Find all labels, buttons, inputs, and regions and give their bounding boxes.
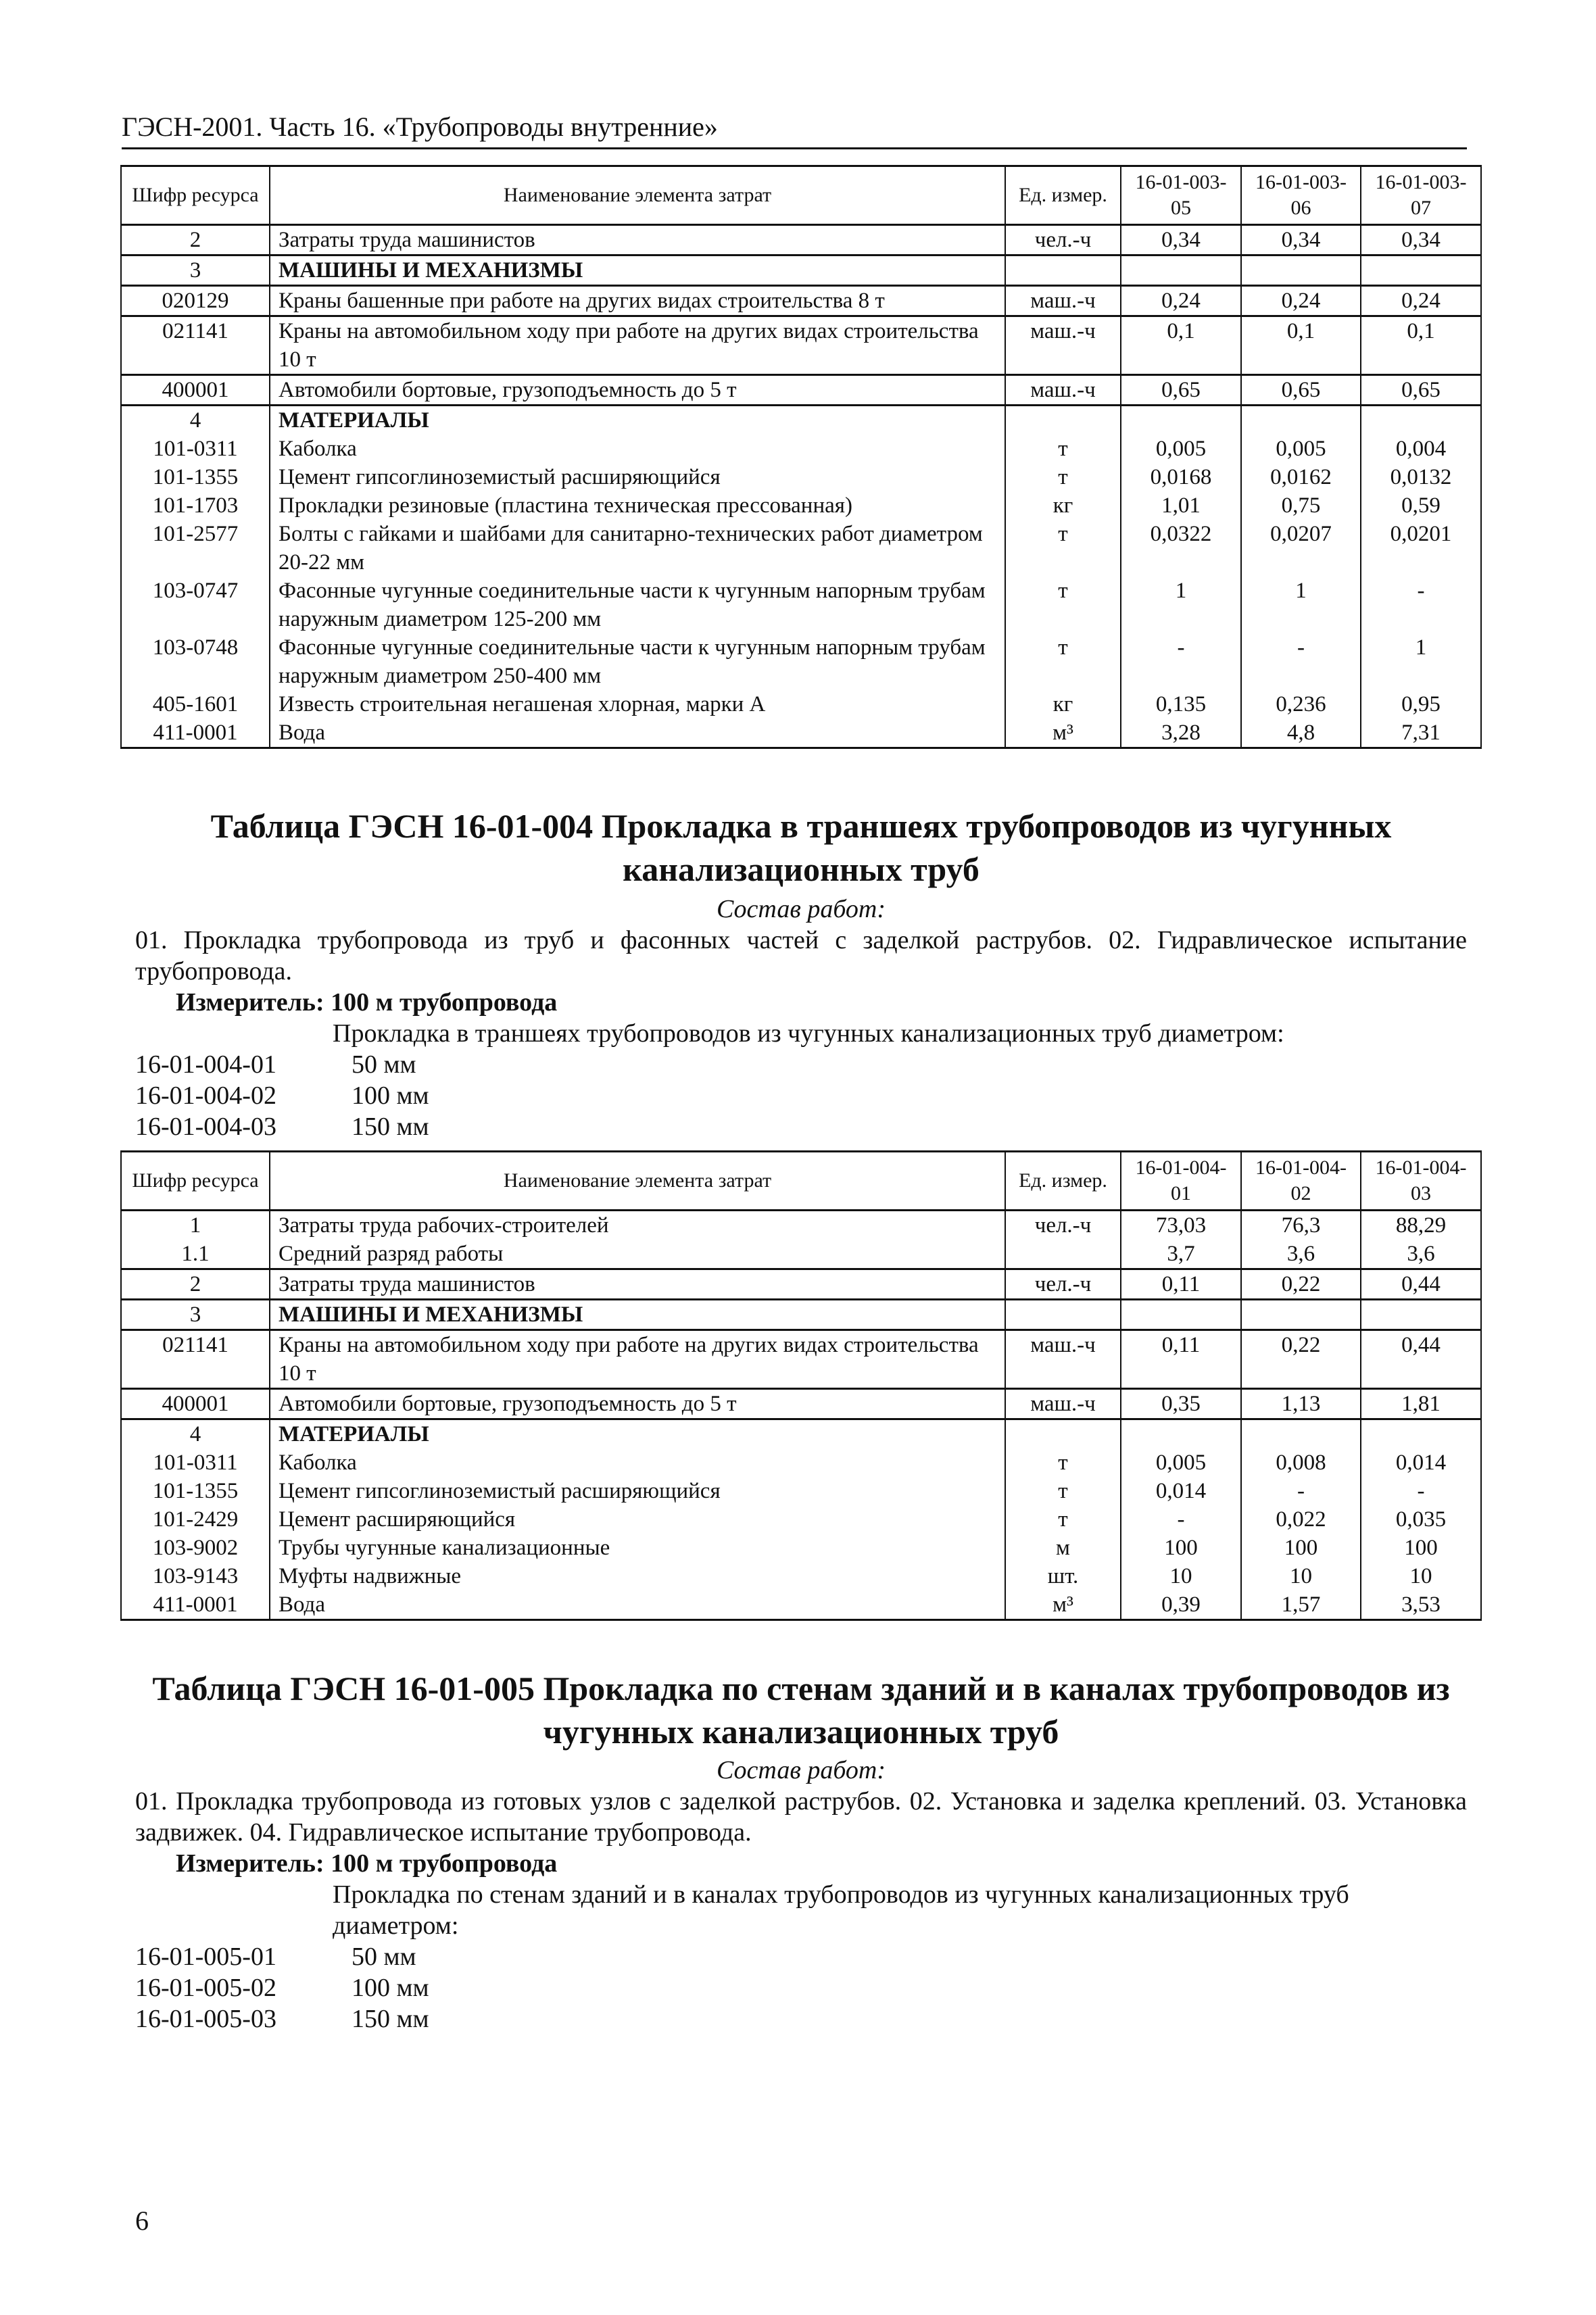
resource-code-cell: 101-0311	[121, 1448, 270, 1477]
value-cell: 0,24	[1241, 286, 1361, 316]
diameter-list	[135, 1941, 429, 2034]
resource-name-cell: Фасонные чугунные соединительные части к чугунным напорным трубам наружным диаметром 250-400 мм	[270, 633, 1005, 690]
value-cell: 0,022	[1241, 1505, 1361, 1534]
diameter-item: 16-01-005-02 100 мм	[135, 1974, 429, 2002]
unit-cell	[1005, 1240, 1121, 1269]
resource-code-cell: 103-9002	[121, 1534, 270, 1562]
value-cell: 0,34	[1121, 225, 1241, 255]
value-cell	[1241, 406, 1361, 435]
value-cell: 3,28	[1121, 718, 1241, 748]
unit-cell: т	[1005, 1477, 1121, 1505]
diameter-list	[135, 1049, 429, 1142]
table-row	[121, 1448, 1481, 1477]
value-cell: 0,1	[1121, 316, 1241, 375]
table-row	[121, 375, 1481, 406]
resource-code-cell: 411-0001	[121, 1590, 270, 1620]
resource-name-cell: Фасонные чугунные соединительные части к чугунным напорным трубам наружным диаметром 125-200 мм	[270, 577, 1005, 633]
value-cell	[1121, 1300, 1241, 1330]
resource-name-cell: Муфты надвижные	[270, 1562, 1005, 1590]
table-row	[121, 1419, 1481, 1449]
resource-code-cell: 103-0747	[121, 577, 270, 633]
value-cell: 3,7	[1121, 1240, 1241, 1269]
unit-cell	[1005, 1300, 1121, 1330]
work-composition-text: 01. Прокладка трубопровода из труб и фасонных частей с заделкой раструбов. 02. Гидравлическое испытание трубопровода.	[135, 926, 1467, 985]
col-header-code: Шифр ресурса	[121, 1152, 270, 1211]
value-cell: 1	[1121, 577, 1241, 633]
value-cell: 0,65	[1361, 375, 1481, 406]
resource-name-cell: Известь строительная негашеная хлорная, марки А	[270, 690, 1005, 718]
value-cell: 88,29	[1361, 1211, 1481, 1240]
resource-name-cell: Краны башенные при работе на других видах строительства 8 т	[270, 286, 1005, 316]
resource-name-cell: Цемент гипсоглиноземистый расширяющийся	[270, 463, 1005, 491]
work-composition-label: Состав работ:	[716, 1756, 886, 1784]
measure-unit: Измеритель: 100 м трубопровода	[176, 1849, 558, 1878]
table-row	[121, 435, 1481, 463]
unit-cell	[1005, 406, 1121, 435]
resource-code-cell: 3	[121, 1300, 270, 1330]
resource-name-cell: Затраты труда рабочих-строителей	[270, 1211, 1005, 1240]
work-composition-label: Состав работ:	[716, 895, 886, 923]
diameter-item: 16-01-004-01 50 мм	[135, 1050, 416, 1079]
resource-code-cell: 400001	[121, 1389, 270, 1419]
unit-cell: т	[1005, 435, 1121, 463]
col-header-norm: 16-01-004-01	[1121, 1152, 1241, 1211]
resource-code-cell: 103-9143	[121, 1562, 270, 1590]
unit-cell	[1005, 255, 1121, 286]
value-cell: 0,24	[1361, 286, 1481, 316]
resource-code-cell: 4	[121, 406, 270, 435]
resource-code-cell: 101-1703	[121, 491, 270, 520]
value-cell: 0,014	[1121, 1477, 1241, 1505]
resource-code-cell: 101-1355	[121, 463, 270, 491]
section-title-16-01-005: Таблица ГЭСН 16-01-005 Прокладка по стенам зданий и в каналах трубопроводов из чугунных канализационных труб	[152, 1670, 1450, 1751]
resource-code-cell: 103-0748	[121, 633, 270, 690]
resource-code-cell: 101-2429	[121, 1505, 270, 1534]
resource-code-cell: 1	[121, 1211, 270, 1240]
value-cell: 0,65	[1241, 375, 1361, 406]
value-cell: 0,1	[1361, 316, 1481, 375]
table-row	[121, 1300, 1481, 1330]
resource-code-cell: 021141	[121, 316, 270, 375]
resource-code-cell: 101-2577	[121, 520, 270, 577]
unit-cell: м³	[1005, 1590, 1121, 1620]
unit-cell: т	[1005, 1448, 1121, 1477]
resource-name-cell: Вода	[270, 718, 1005, 748]
table-row	[121, 1534, 1481, 1562]
value-cell: 0,135	[1121, 690, 1241, 718]
value-cell	[1121, 255, 1241, 286]
value-cell: 0,014	[1361, 1448, 1481, 1477]
value-cell: 10	[1361, 1562, 1481, 1590]
value-cell: 0,22	[1241, 1330, 1361, 1389]
resource-name-cell: Каболка	[270, 435, 1005, 463]
value-cell: 0,11	[1121, 1330, 1241, 1389]
value-cell: 100	[1241, 1534, 1361, 1562]
table-row	[121, 1505, 1481, 1534]
unit-cell: т	[1005, 463, 1121, 491]
unit-cell: чел.-ч	[1005, 1269, 1121, 1300]
value-cell: 0,008	[1241, 1448, 1361, 1477]
value-cell	[1361, 1300, 1481, 1330]
unit-cell: чел.-ч	[1005, 225, 1121, 255]
unit-cell: маш.-ч	[1005, 316, 1121, 375]
col-header-norm: 16-01-004-02	[1241, 1152, 1361, 1211]
value-cell: 10	[1241, 1562, 1361, 1590]
resource-name-cell: МАТЕРИАЛЫ	[270, 1419, 1005, 1449]
table-row	[121, 491, 1481, 520]
resource-table-16-01-003	[120, 165, 1482, 749]
unit-cell: маш.-ч	[1005, 375, 1121, 406]
resource-name-cell: Болты с гайками и шайбами для санитарно-технических работ диаметром 20-22 мм	[270, 520, 1005, 577]
value-cell: 100	[1361, 1534, 1481, 1562]
value-cell	[1361, 406, 1481, 435]
value-cell: 76,3	[1241, 1211, 1361, 1240]
table-row	[121, 1269, 1481, 1300]
value-cell: 0,11	[1121, 1269, 1241, 1300]
value-cell: 0,0201	[1361, 520, 1481, 577]
table-row	[121, 520, 1481, 577]
unit-cell: кг	[1005, 690, 1121, 718]
resource-code-cell: 020129	[121, 286, 270, 316]
value-cell: -	[1361, 577, 1481, 633]
unit-cell: маш.-ч	[1005, 286, 1121, 316]
col-header-code: Шифр ресурса	[121, 166, 270, 225]
value-cell: 3,6	[1241, 1240, 1361, 1269]
value-cell	[1361, 255, 1481, 286]
resource-name-cell: Вода	[270, 1590, 1005, 1620]
value-cell: 0,39	[1121, 1590, 1241, 1620]
resource-name-cell: МАТЕРИАЛЫ	[270, 406, 1005, 435]
resource-name-cell: Цемент гипсоглиноземистый расширяющийся	[270, 1477, 1005, 1505]
resource-code-cell: 400001	[121, 375, 270, 406]
resource-code-cell: 3	[121, 255, 270, 286]
diameter-item: 16-01-004-03 150 мм	[135, 1113, 429, 1141]
value-cell	[1121, 1419, 1241, 1449]
resource-table-16-01-004	[120, 1150, 1482, 1621]
table-row	[121, 633, 1481, 690]
resource-name-cell: Автомобили бортовые, грузоподъемность до 5 т	[270, 375, 1005, 406]
table-row	[121, 690, 1481, 718]
work-composition-text: 01. Прокладка трубопровода из готовых узлов с заделкой раструбов. 02. Установка и заделка креплений. 03. Установка задвижек. 04. Гидравлическое испытание трубопровода.	[135, 1787, 1467, 1847]
unit-cell: т	[1005, 1505, 1121, 1534]
table-row	[121, 225, 1481, 255]
resource-code-cell: 101-0311	[121, 435, 270, 463]
value-cell: 1	[1241, 577, 1361, 633]
diameter-item: 16-01-005-01 50 мм	[135, 1943, 416, 1971]
table-row	[121, 406, 1481, 435]
resource-name-cell: Каболка	[270, 1448, 1005, 1477]
value-cell: 0,005	[1121, 435, 1241, 463]
value-cell: 0,004	[1361, 435, 1481, 463]
resource-name-cell: Цемент расширяющийся	[270, 1505, 1005, 1534]
table-row	[121, 577, 1481, 633]
table-row	[121, 718, 1481, 748]
value-cell	[1361, 1419, 1481, 1449]
section-title-16-01-004: Таблица ГЭСН 16-01-004 Прокладка в траншеях трубопроводов из чугунных канализационных труб	[210, 807, 1392, 888]
resource-name-cell: Прокладки резиновые (пластина техническая прессованная)	[270, 491, 1005, 520]
value-cell: 1,13	[1241, 1389, 1361, 1419]
resource-name-cell: Трубы чугунные канализационные	[270, 1534, 1005, 1562]
value-cell: 0,44	[1361, 1269, 1481, 1300]
value-cell: -	[1241, 633, 1361, 690]
value-cell: 1,57	[1241, 1590, 1361, 1620]
table-row	[121, 1240, 1481, 1269]
value-cell	[1241, 255, 1361, 286]
table-row	[121, 1562, 1481, 1590]
value-cell: 0,22	[1241, 1269, 1361, 1300]
col-header-name: Наименование элемента затрат	[270, 166, 1005, 225]
table-row	[121, 286, 1481, 316]
value-cell: 73,03	[1121, 1211, 1241, 1240]
resource-name-cell: Затраты труда машинистов	[270, 1269, 1005, 1300]
value-cell: 0,005	[1121, 1448, 1241, 1477]
table-row	[121, 316, 1481, 375]
resource-name-cell: Затраты труда машинистов	[270, 225, 1005, 255]
unit-cell	[1005, 1419, 1121, 1449]
diameter-lead: Прокладка в траншеях трубопроводов из чугунных канализационных труб диаметром:	[333, 1019, 1284, 1048]
value-cell: -	[1121, 633, 1241, 690]
unit-cell: кг	[1005, 491, 1121, 520]
value-cell: 0,34	[1241, 225, 1361, 255]
unit-cell: маш.-ч	[1005, 1389, 1121, 1419]
table-row	[121, 463, 1481, 491]
resource-code-cell: 405-1601	[121, 690, 270, 718]
col-header-norm: 16-01-004-03	[1361, 1152, 1481, 1211]
unit-cell: т	[1005, 577, 1121, 633]
col-header-norm: 16-01-003-05	[1121, 166, 1241, 225]
value-cell: 0,44	[1361, 1330, 1481, 1389]
col-header-norm: 16-01-003-07	[1361, 166, 1481, 225]
resource-name-cell: Автомобили бортовые, грузоподъемность до 5 т	[270, 1389, 1005, 1419]
value-cell: 0,1	[1241, 316, 1361, 375]
unit-cell: шт.	[1005, 1562, 1121, 1590]
resource-code-cell: 2	[121, 1269, 270, 1300]
value-cell: -	[1241, 1477, 1361, 1505]
resource-name-cell: МАШИНЫ И МЕХАНИЗМЫ	[270, 255, 1005, 286]
value-cell: -	[1361, 1477, 1481, 1505]
value-cell: 0,0207	[1241, 520, 1361, 577]
col-header-norm: 16-01-003-06	[1241, 166, 1361, 225]
resource-code-cell: 2	[121, 225, 270, 255]
page-number: 6	[135, 2206, 149, 2236]
value-cell	[1241, 1300, 1361, 1330]
unit-cell: чел.-ч	[1005, 1211, 1121, 1240]
resource-code-cell: 411-0001	[121, 718, 270, 748]
col-header-name: Наименование элемента затрат	[270, 1152, 1005, 1211]
value-cell: 0,65	[1121, 375, 1241, 406]
col-header-unit: Ед. измер.	[1005, 1152, 1121, 1211]
value-cell: 4,8	[1241, 718, 1361, 748]
value-cell: 0,59	[1361, 491, 1481, 520]
value-cell: 0,035	[1361, 1505, 1481, 1534]
value-cell: 0,236	[1241, 690, 1361, 718]
resource-code-cell: 4	[121, 1419, 270, 1449]
resource-code-cell: 101-1355	[121, 1477, 270, 1505]
value-cell: 10	[1121, 1562, 1241, 1590]
value-cell	[1121, 406, 1241, 435]
value-cell: 1,81	[1361, 1389, 1481, 1419]
value-cell	[1241, 1419, 1361, 1449]
table-row	[121, 1330, 1481, 1389]
table-row	[121, 255, 1481, 286]
value-cell: 7,31	[1361, 718, 1481, 748]
value-cell: 0,34	[1361, 225, 1481, 255]
unit-cell: маш.-ч	[1005, 1330, 1121, 1389]
value-cell: 0,24	[1121, 286, 1241, 316]
value-cell: 0,0168	[1121, 463, 1241, 491]
diameter-item: 16-01-004-02 100 мм	[135, 1081, 429, 1110]
table-row	[121, 1211, 1481, 1240]
table-row	[121, 1477, 1481, 1505]
resource-name-cell: Краны на автомобильном ходу при работе на других видах строительства 10 т	[270, 316, 1005, 375]
diameter-lead: Прокладка по стенам зданий и в каналах трубопроводов из чугунных канализационных труб диаметром:	[333, 1880, 1349, 1940]
value-cell: 0,35	[1121, 1389, 1241, 1419]
unit-cell: м	[1005, 1534, 1121, 1562]
table-row	[121, 1590, 1481, 1620]
value-cell: 100	[1121, 1534, 1241, 1562]
value-cell: 0,75	[1241, 491, 1361, 520]
value-cell: 0,0322	[1121, 520, 1241, 577]
resource-name-cell: МАШИНЫ И МЕХАНИЗМЫ	[270, 1300, 1005, 1330]
running-head: ГЭСН-2001. Часть 16. «Трубопроводы внутренние»	[122, 109, 1467, 149]
value-cell: 0,95	[1361, 690, 1481, 718]
resource-code-cell: 1.1	[121, 1240, 270, 1269]
resource-name-cell: Краны на автомобильном ходу при работе на других видах строительства 10 т	[270, 1330, 1005, 1389]
value-cell: -	[1121, 1505, 1241, 1534]
value-cell: 0,0132	[1361, 463, 1481, 491]
diameter-item: 16-01-005-03 150 мм	[135, 2005, 429, 2033]
value-cell: 1,01	[1121, 491, 1241, 520]
table-row	[121, 1389, 1481, 1419]
value-cell: 0,005	[1241, 435, 1361, 463]
value-cell: 0,0162	[1241, 463, 1361, 491]
resource-name-cell: Средний разряд работы	[270, 1240, 1005, 1269]
unit-cell: т	[1005, 520, 1121, 577]
unit-cell: м³	[1005, 718, 1121, 748]
unit-cell: т	[1005, 633, 1121, 690]
resource-code-cell: 021141	[121, 1330, 270, 1389]
measure-unit: Измеритель: 100 м трубопровода	[176, 988, 558, 1017]
value-cell: 3,53	[1361, 1590, 1481, 1620]
value-cell: 1	[1361, 633, 1481, 690]
value-cell: 3,6	[1361, 1240, 1481, 1269]
col-header-unit: Ед. измер.	[1005, 166, 1121, 225]
